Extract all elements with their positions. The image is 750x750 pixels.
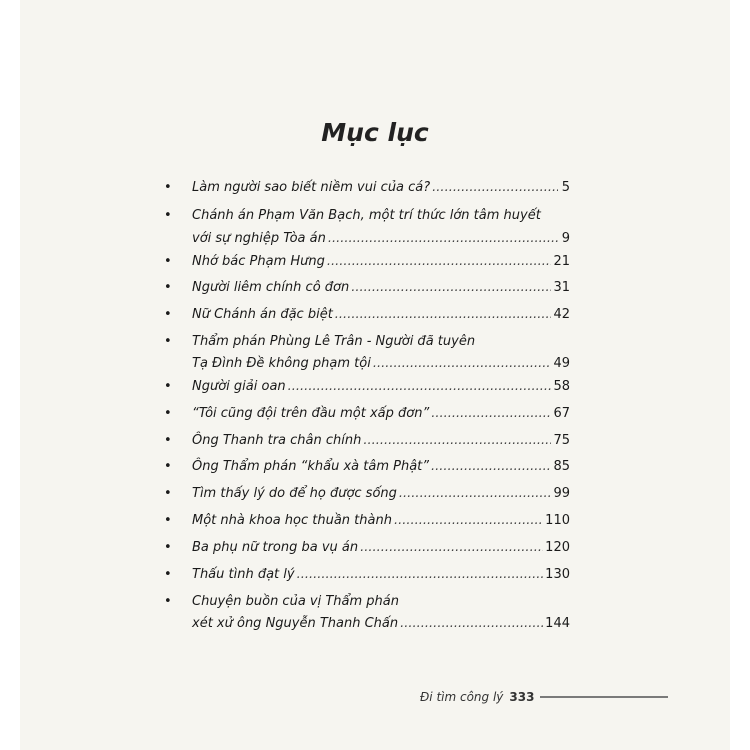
bullet-icon: • xyxy=(164,459,172,474)
entry-page: 75 xyxy=(553,433,570,448)
bullet-icon: • xyxy=(164,307,172,322)
bullet-icon: • xyxy=(164,280,172,295)
leader-dots xyxy=(363,430,551,452)
entry-title: Thấu tình đạt lý xyxy=(192,567,295,582)
leader-dots xyxy=(328,228,558,250)
entry-title-line1: Chánh án Phạm Văn Bạch, một trí thức lớn tâm huyết xyxy=(192,208,541,223)
bullet-icon: • xyxy=(164,567,172,582)
bullet-icon: • xyxy=(164,208,172,223)
leader-dots xyxy=(360,537,543,559)
entry-page: 9 xyxy=(561,231,570,246)
entry-title: Làm người sao biết niềm vui của cá? xyxy=(192,180,431,195)
bullet-icon: • xyxy=(164,334,172,349)
page-number: 333 xyxy=(509,690,535,704)
bullet-icon: • xyxy=(164,433,172,448)
leader-dots xyxy=(400,613,543,635)
entry-page: 49 xyxy=(553,356,570,371)
entry-title: xét xử ông Nguyễn Thanh Chấn xyxy=(192,616,399,631)
bullet-icon: • xyxy=(164,513,172,528)
entry-page: 130 xyxy=(545,567,570,582)
entry-page: 5 xyxy=(561,180,570,195)
entry-page: 120 xyxy=(545,540,570,555)
entry-page: 110 xyxy=(545,513,570,528)
bullet-icon: • xyxy=(164,540,172,555)
footer-rule xyxy=(540,696,668,698)
leader-dots xyxy=(327,251,552,273)
entry-page: 21 xyxy=(553,254,570,269)
entry-title: Một nhà khoa học thuần thành xyxy=(192,513,392,528)
entry-page: 99 xyxy=(553,486,570,501)
entry-title: với sự nghiệp Tòa án xyxy=(192,231,326,246)
entry-page: 144 xyxy=(545,616,570,631)
entry-title: Nhớ bác Phạm Hưng xyxy=(192,254,325,269)
page-title: Mục lục xyxy=(321,118,429,147)
leader-dots xyxy=(394,510,543,532)
leader-dots xyxy=(351,277,551,299)
bullet-icon: • xyxy=(164,594,172,609)
entry-page: 31 xyxy=(553,280,570,295)
entry-title: Ông Thanh tra chân chính xyxy=(192,433,362,448)
entry-title: Nữ Chánh án đặc biệt xyxy=(192,307,333,322)
bullet-icon: • xyxy=(164,406,172,421)
entry-title-line1: Thẩm phán Phùng Lê Trân - Người đã tuyên xyxy=(192,334,476,349)
entry-title: Người giải oan xyxy=(192,379,286,394)
entry-page: 67 xyxy=(553,406,570,421)
bullet-icon: • xyxy=(164,486,172,501)
entry-title: Ba phụ nữ trong ba vụ án xyxy=(192,540,359,555)
leader-dots xyxy=(335,304,552,326)
entry-page: 58 xyxy=(553,379,570,394)
leader-dots xyxy=(431,403,551,425)
entry-title: Tìm thấy lý do để họ được sống xyxy=(192,486,397,501)
bullet-icon: • xyxy=(164,379,172,394)
running-title: Đi tìm công lý xyxy=(420,690,504,704)
leader-dots xyxy=(288,376,552,398)
leader-dots xyxy=(297,564,544,586)
page-footer xyxy=(420,690,668,704)
leader-dots xyxy=(399,483,552,505)
entry-title: Người liêm chính cô đơn xyxy=(192,280,350,295)
leader-dots xyxy=(432,177,558,199)
bullet-icon: • xyxy=(164,180,172,195)
leader-dots xyxy=(373,353,552,375)
entry-title: Ông Thẩm phán “khẩu xà tâm Phật” xyxy=(192,459,429,474)
entry-title: “Tôi cũng đội trên đầu một xấp đơn” xyxy=(192,406,430,421)
entry-page: 85 xyxy=(553,459,570,474)
entry-page: 42 xyxy=(553,307,570,322)
book-page xyxy=(20,0,730,750)
entry-title: Tạ Đình Đề không phạm tội xyxy=(192,356,371,371)
bullet-icon: • xyxy=(164,254,172,269)
entry-title-line1: Chuyện buồn của vị Thẩm phán xyxy=(192,594,399,609)
leader-dots xyxy=(431,456,551,478)
